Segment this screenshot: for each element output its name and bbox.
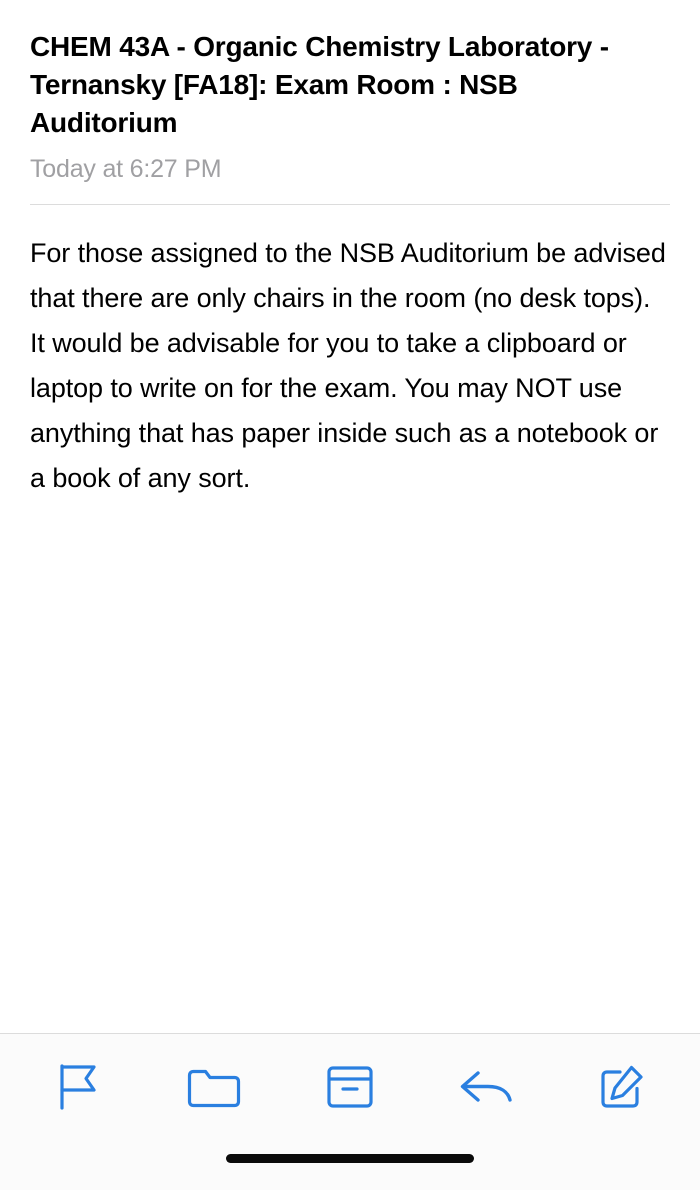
message-toolbar: [0, 1033, 700, 1140]
archive-icon: [326, 1064, 374, 1110]
home-indicator[interactable]: [226, 1154, 474, 1163]
archive-button[interactable]: [308, 1048, 392, 1126]
message-timestamp: Today at 6:27 PM: [30, 155, 222, 183]
compose-icon: [598, 1063, 646, 1111]
message-body-text: For those assigned to the NSB Auditorium be advised that there are only chairs in the room (no desk tops). It would be advisable for you to take a clipboard or laptop to write on for the exam. You may NOT use anything that has paper inside such as a notebook or a book of any sort.: [30, 238, 674, 493]
flag-icon: [55, 1063, 101, 1111]
home-indicator-area: [0, 1140, 700, 1190]
flag-button[interactable]: [36, 1048, 120, 1126]
body-spacer: [30, 501, 670, 1033]
message-subject: CHEM 43A - Organic Chemistry Laboratory - Ternansky [FA18]: Exam Room : NSB Auditorium: [30, 31, 609, 138]
message-header: [30, 0, 670, 204]
reply-button[interactable]: [444, 1048, 528, 1126]
move-to-folder-button[interactable]: [172, 1048, 256, 1126]
folder-icon: [187, 1065, 241, 1109]
compose-button[interactable]: [580, 1048, 664, 1126]
message-body-block: [30, 205, 674, 501]
reply-icon: [458, 1065, 514, 1109]
